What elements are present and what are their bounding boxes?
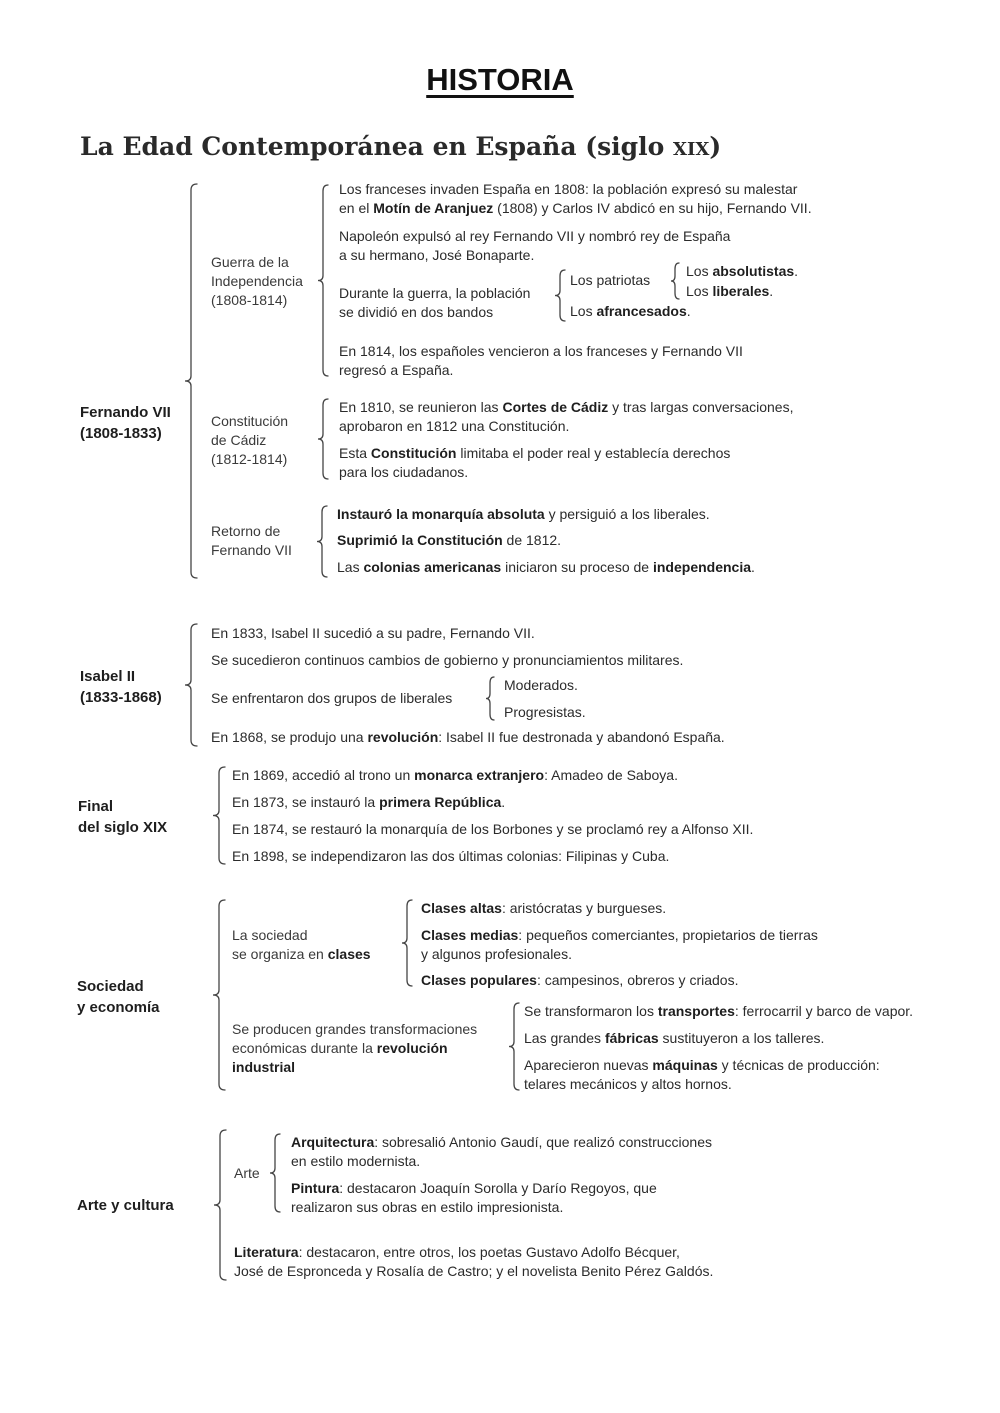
bracket-arte: [270, 1134, 280, 1212]
label-guerra: Guerra de la Independencia (1808-1814): [211, 254, 303, 308]
bracket-sociedad: [213, 900, 225, 1090]
text-final-1898: En 1898, se independizaron las dos últimas colonias: Filipinas y Cuba.: [232, 848, 670, 864]
bracket-patriotas: [671, 263, 679, 299]
text-clases-altas: Clases altas: aristócratas y burgueses.: [421, 900, 667, 916]
label-sociedad-clases: La sociedad se organiza en clases: [232, 927, 371, 962]
text-guerra-invasion: Los franceses invaden España en 1808: la población expresó su malestar en el Motín de Aranjuez (1808) y Carlos IV abdicó en su hijo, Fernando VII.: [339, 181, 812, 216]
label-arte: Arte: [234, 1165, 260, 1181]
text-final-1869: En 1869, accedió al trono un monarca extranjero: Amadeo de Saboya.: [232, 767, 678, 783]
bracket-fernando: [185, 184, 197, 578]
text-afrancesados: Los afrancesados.: [570, 303, 691, 319]
text-isabel-liberales: Se enfrentaron dos grupos de liberales: [211, 690, 453, 706]
text-guerra-1814: En 1814, los españoles vencieron a los franceses y Fernando VII regresó a España.: [339, 343, 743, 378]
label-revolucion-industrial: Se producen grandes transformaciones económicas durante la revolución industrial: [232, 1021, 478, 1075]
text-literatura: Literatura: destacaron, entre otros, los poetas Gustavo Adolfo Bécquer, José de Espronceda y Rosalía de Castro; y el novelista Benito Pérez Galdós.: [234, 1244, 714, 1279]
text-isabel-revolucion: En 1868, se produjo una revolución: Isabel II fue destronada y abandonó España.: [211, 729, 725, 745]
text-moderados: Moderados.: [504, 677, 578, 693]
section-label-isabel: Isabel II (1833-1868): [80, 668, 162, 706]
subtitle-main: La Edad Contemporánea en España (siglo: [80, 132, 673, 161]
text-cortes-cadiz: En 1810, se reunieron las Cortes de Cádiz y tras largas conversaciones, aprobaron en 1812 una Constitución.: [339, 399, 794, 434]
bracket-isabel: [185, 624, 197, 746]
page-title: HISTORIA: [426, 62, 574, 97]
text-pintura: Pintura: destacaron Joaquín Sorolla y Darío Regoyos, que realizaron sus obras en estilo impresionista.: [291, 1180, 657, 1215]
text-colonias-americanas: Las colonias americanas iniciaron su proceso de independencia.: [337, 559, 755, 575]
text-progresistas: Progresistas.: [504, 704, 586, 720]
bracket-clases: [402, 900, 412, 986]
text-arquitectura: Arquitectura: sobresalió Antonio Gaudí, que realizó construcciones en estilo modernista.: [291, 1134, 712, 1169]
text-isabel-cambios: Se sucedieron continuos cambios de gobierno y pronunciamientos militares.: [211, 652, 684, 668]
bracket-guerra: [318, 185, 328, 376]
text-final-1874: En 1874, se restauró la monarquía de los Borbones y se proclamó rey a Alfonso XII.: [232, 821, 754, 837]
text-clases-medias: Clases medias: pequeños comerciantes, propietarios de tierras y algunos profesionales.: [421, 927, 818, 962]
bracket-arte-cultura: [214, 1130, 226, 1280]
text-absolutistas: Los absolutistas.: [686, 263, 799, 279]
label-retorno: Retorno de Fernando VII: [211, 523, 292, 558]
bracket-bandos: [555, 270, 565, 321]
section-label-arte: Arte y cultura: [77, 1197, 174, 1214]
section-label-sociedad: Sociedad y economía: [77, 978, 160, 1016]
text-final-1873: En 1873, se instauró la primera República.: [232, 794, 506, 810]
section-label-final: Final del siglo XIX: [78, 798, 168, 836]
bracket-revolucion: [509, 1003, 519, 1090]
bracket-liberales-grupos: [486, 677, 494, 720]
text-monarquia-absoluta: Instauró la monarquía absoluta y persiguió a los liberales.: [337, 506, 710, 522]
subtitle-close: ): [709, 132, 722, 161]
text-guerra-napoleon: Napoleón expulsó al rey Fernando VII y nombró rey de España a su hermano, José Bonaparte.: [339, 228, 731, 263]
text-clases-populares: Clases populares: campesinos, obreros y criados.: [421, 972, 739, 988]
text-isabel-sucedio: En 1833, Isabel II sucedió a su padre, Fernando VII.: [211, 625, 535, 641]
bracket-final: [213, 767, 225, 864]
text-maquinas: Aparecieron nuevas máquinas y técnicas de producción: telares mecánicos y altos hornos.: [524, 1057, 880, 1092]
text-suprimio-constitucion: Suprimió la Constitución de 1812.: [337, 532, 562, 548]
text-fabricas: Las grandes fábricas sustituyeron a los talleres.: [524, 1030, 825, 1046]
text-liberales: Los liberales.: [686, 283, 774, 299]
text-patriotas: Los patriotas: [570, 272, 651, 288]
text-transportes: Se transformaron los transportes: ferrocarril y barco de vapor.: [524, 1003, 914, 1019]
text-constitucion-derechos: Esta Constitución limitaba el poder real y establecía derechos para los ciudadanos.: [339, 445, 731, 480]
label-constitucion: Constitución de Cádiz (1812-1814): [211, 413, 289, 467]
bracket-retorno: [317, 506, 327, 577]
section-label-fernando: Fernando VII (1808-1833): [80, 404, 171, 442]
bracket-constitucion: [318, 399, 328, 479]
subtitle-century: xix: [673, 132, 710, 161]
text-guerra-bandos: Durante la guerra, la población se dividió en dos bandos: [339, 285, 531, 320]
